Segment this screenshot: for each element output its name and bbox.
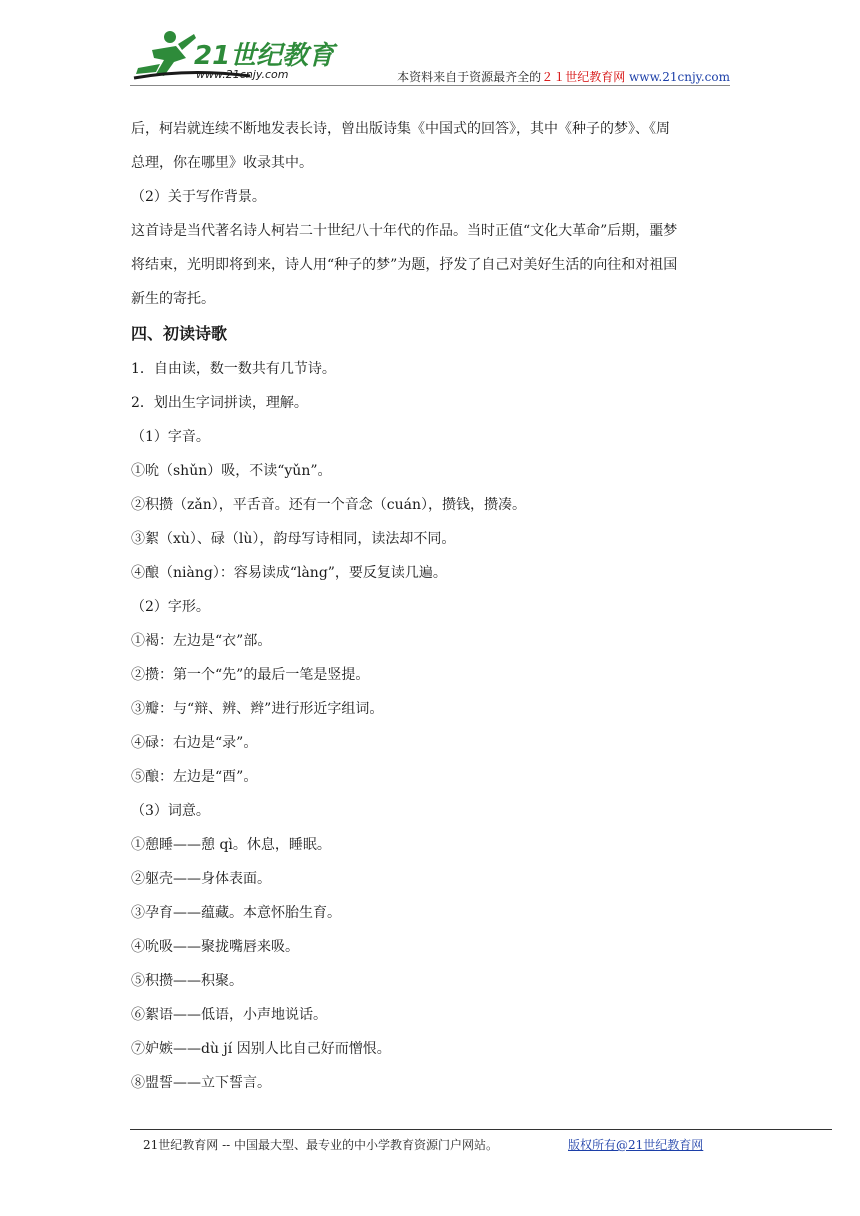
paragraph-line: ②攒：第一个“先”的最后一笔是竖提。 [131,667,370,683]
paragraph-line: ⑤积攒——积聚。 [131,973,243,989]
paragraph-line: ⑥絮语——低语，小声地说话。 [131,1007,327,1023]
paragraph-line: ④碌：右边是“录”。 [131,735,258,751]
paragraph-line: ②躯壳——身体表面。 [131,871,271,887]
footer-copyright-link[interactable]: 版权所有@21世纪教育网 [568,1138,704,1152]
paragraph-line: 新生的寄托。 [131,291,215,307]
paragraph-line: （1）字音。 [131,429,210,445]
paragraph-line: （2）关于写作背景。 [131,189,266,205]
logo-url: www.21cnjy.com [196,68,289,81]
paragraph-line: 这首诗是当代著名诗人柯岩二十世纪八十年代的作品。当时正值“文化大革命”后期，噩梦 [131,223,678,239]
tagline-prefix: 本资料来自于资源最齐全的 [397,70,542,84]
tagline-url[interactable]: www.21cnjy.com [629,70,730,84]
paragraph-line: ②积攒（zǎn），平舌音。还有一个音念（cuán），攒钱，攒凑。 [131,497,526,513]
paragraph-line: 将结束，光明即将到来，诗人用“种子的梦”为题，抒发了自己对美好生活的向往和对祖国 [131,257,678,273]
footer-divider [130,1129,832,1130]
paragraph-line: 后，柯岩就连续不断地发表长诗，曾出版诗集《中国式的回答》，其中《种子的梦》、《周 [131,121,670,137]
paragraph-line: ③絮（xù）、碌（lù），韵母写诗相同，读法却不同。 [131,531,456,547]
tagline-site-name[interactable]: ２１世纪教育网 [541,70,626,84]
page-footer [143,1136,704,1153]
header-tagline [397,68,730,85]
header-divider [130,85,730,86]
footer-left-text: 21世纪教育网 -- 中国最大型、最专业的中小学教育资源门户网站。 [143,1138,499,1152]
paragraph-line: ①憩睡——憩 qì。休息，睡眠。 [131,837,331,853]
paragraph-line: （3）词意。 [131,803,210,819]
logo-text: 21世纪教育 [194,41,335,71]
section-heading: 四、初读诗歌 [131,324,228,343]
21cnjy-logo [130,28,340,84]
paragraph-line: ④吮吸——聚拢嘴唇来吸。 [131,939,299,955]
paragraph-line: ③瓣：与“辩、辨、辫”进行形近字组词。 [131,701,384,717]
paragraph-line: ④酿（niàng）：容易读成“làng”，要反复读几遍。 [131,565,447,581]
paragraph-line: 2．划出生字词拼读，理解。 [131,395,308,411]
paragraph-line: ③孕育——蕴藏。本意怀胎生育。 [131,905,341,921]
page-header [130,28,730,86]
paragraph-line: ①褐：左边是“衣”部。 [131,633,272,649]
paragraph-line: （2）字形。 [131,599,210,615]
paragraph-line: ⑤酿：左边是“酉”。 [131,769,258,785]
document-body [131,112,731,1100]
paragraph-line: ⑦妒嫉——dù jí 因别人比自己好而憎恨。 [131,1041,391,1057]
paragraph-line: 1．自由读，数一数共有几节诗。 [131,361,336,377]
paragraph-line: ⑧盟誓——立下誓言。 [131,1075,271,1091]
paragraph-line: 总理，你在哪里》收录其中。 [131,155,313,171]
paragraph-line: ①吮（shǔn）吸，不读“yǔn”。 [131,463,332,479]
